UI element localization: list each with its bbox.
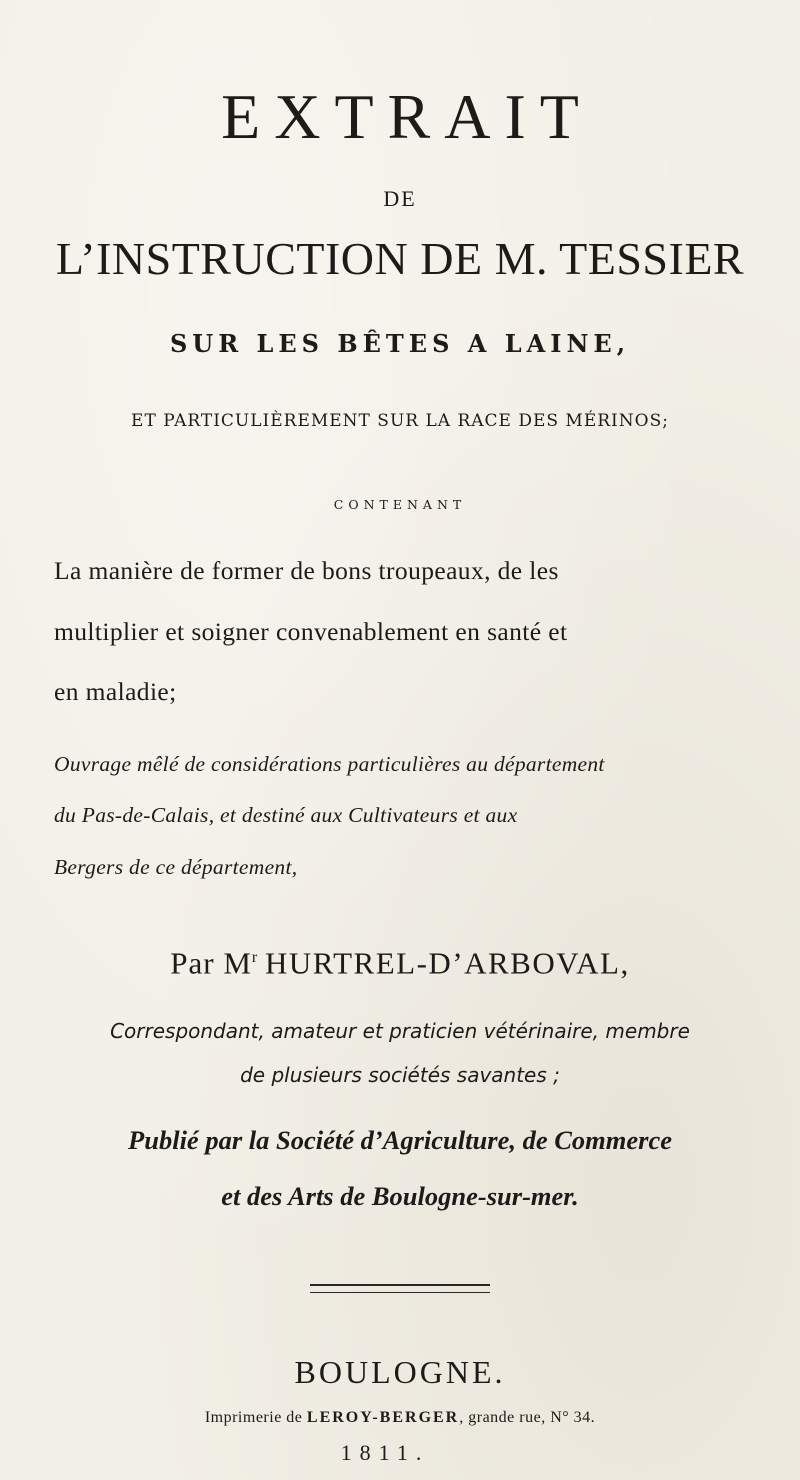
publisher-line-2: et des Arts de Boulogne-sur-mer. [221, 1181, 579, 1211]
author-role-line-1: Correspondant, amateur et praticien vétérinaire, membre [110, 1019, 690, 1043]
title-de: DE [383, 186, 417, 211]
title-specifically: ET PARTICULIÈREMENT SUR LA RACE DES MÉRINOS; [131, 411, 669, 431]
italic-line-1: Ouvrage mêlé de considérations particulières au département [54, 752, 605, 776]
printer-suffix: , grande rue, N° 34. [459, 1409, 596, 1426]
author-prefix-sup: r [251, 949, 258, 966]
author-prefix: Par M [170, 945, 252, 981]
contenant-label: CONTENANT [333, 497, 467, 512]
description-line-1: La manière de former de bons troupeaux, de les [54, 556, 559, 585]
description-line-3: en maladie; [54, 677, 177, 706]
publisher-line-1: Publié par la Société d’Agriculture, de Commerce [128, 1125, 672, 1155]
italic-line-3: Bergers de ce département, [54, 855, 298, 879]
author-role-line-2: de plusieurs sociétés savantes ; [240, 1063, 560, 1087]
author-name: HURTREL-D’ARBOVAL, [265, 945, 630, 981]
decorative-rule [310, 1284, 490, 1293]
printer-line [0, 1408, 800, 1428]
author-line [0, 940, 800, 981]
printer-prefix: Imprimerie de [204, 1409, 303, 1426]
printer-name: LEROY-BERGER [306, 1409, 460, 1426]
city-name: BOULOGNE. [294, 1354, 506, 1390]
publication-year: 1811. [340, 1440, 430, 1465]
italic-line-2: du Pas-de-Calais, et destiné aux Cultivateurs et aux [54, 803, 518, 827]
description-line-2: multiplier et soigner convenablement en santé et [54, 617, 568, 646]
title-instruction: L’INSTRUCTION DE M. TESSIER [55, 233, 745, 284]
title-extrait: EXTRAIT [221, 81, 593, 152]
title-subject: SUR LES BÊTES A LAINE, [169, 329, 631, 358]
